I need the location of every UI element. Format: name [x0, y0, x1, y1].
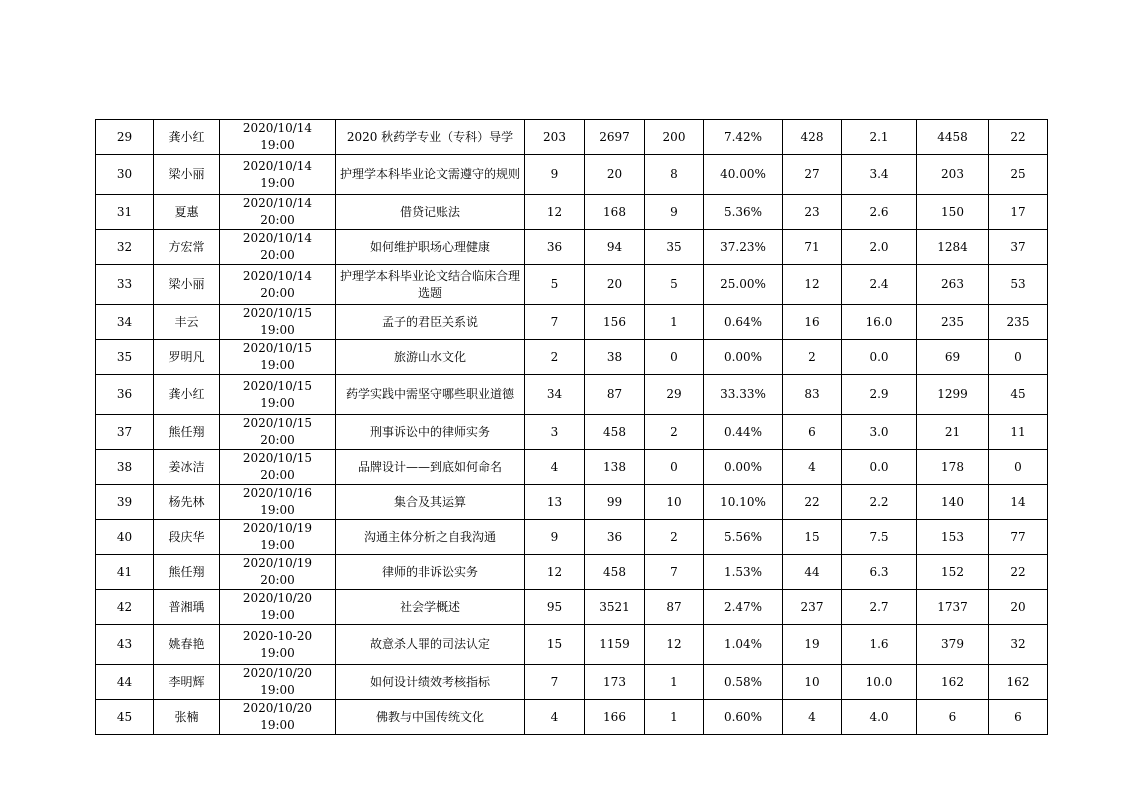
session-time-cell: 2020/10/19 19:00: [220, 520, 336, 555]
row-number-cell: 36: [96, 375, 154, 415]
value-b-cell: 36: [585, 520, 645, 555]
value-c-cell: 1: [645, 700, 704, 735]
topic-title-cell: 旅游山水文化: [336, 340, 525, 375]
value-f-cell: 17: [989, 195, 1048, 230]
session-time-cell: 2020/10/14 20:00: [220, 265, 336, 305]
teacher-name-cell: 龚小红: [154, 375, 220, 415]
value-d-cell: 15: [783, 520, 842, 555]
rate-percent-cell: 0.00%: [704, 450, 783, 485]
teacher-name-cell: 普湘瑀: [154, 590, 220, 625]
topic-title-cell: 沟通主体分析之自我沟通: [336, 520, 525, 555]
rate-percent-cell: 1.53%: [704, 555, 783, 590]
value-d-cell: 19: [783, 625, 842, 665]
table-row: [96, 700, 1048, 735]
topic-title-cell: 佛教与中国传统文化: [336, 700, 525, 735]
value-f-cell: 0: [989, 340, 1048, 375]
value-b-cell: 87: [585, 375, 645, 415]
value-e-cell: 263: [917, 265, 989, 305]
rate-percent-cell: 2.47%: [704, 590, 783, 625]
average-value-cell: 2.4: [842, 265, 917, 305]
average-value-cell: 10.0: [842, 665, 917, 700]
value-b-cell: 2697: [585, 120, 645, 155]
value-f-cell: 37: [989, 230, 1048, 265]
value-d-cell: 16: [783, 305, 842, 340]
table-row: [96, 155, 1048, 195]
value-a-cell: 9: [525, 155, 585, 195]
value-b-cell: 458: [585, 415, 645, 450]
session-time-cell: 2020/10/19 20:00: [220, 555, 336, 590]
rate-percent-cell: 0.64%: [704, 305, 783, 340]
teacher-name-cell: 姜冰洁: [154, 450, 220, 485]
average-value-cell: 6.3: [842, 555, 917, 590]
average-value-cell: 2.9: [842, 375, 917, 415]
average-value-cell: 3.0: [842, 415, 917, 450]
value-b-cell: 94: [585, 230, 645, 265]
value-a-cell: 4: [525, 700, 585, 735]
row-number-cell: 29: [96, 120, 154, 155]
value-f-cell: 53: [989, 265, 1048, 305]
table-row: [96, 450, 1048, 485]
value-d-cell: 10: [783, 665, 842, 700]
teacher-name-cell: 夏惠: [154, 195, 220, 230]
value-c-cell: 10: [645, 485, 704, 520]
table-row: [96, 485, 1048, 520]
value-e-cell: 1737: [917, 590, 989, 625]
teacher-name-cell: 罗明凡: [154, 340, 220, 375]
average-value-cell: 2.2: [842, 485, 917, 520]
average-value-cell: 1.6: [842, 625, 917, 665]
value-d-cell: 6: [783, 415, 842, 450]
row-number-cell: 37: [96, 415, 154, 450]
value-a-cell: 5: [525, 265, 585, 305]
topic-title-cell: 律师的非诉讼实务: [336, 555, 525, 590]
table-row: [96, 340, 1048, 375]
rate-percent-cell: 0.58%: [704, 665, 783, 700]
value-a-cell: 2: [525, 340, 585, 375]
value-c-cell: 0: [645, 340, 704, 375]
records-table: [95, 119, 1048, 735]
teacher-name-cell: 李明辉: [154, 665, 220, 700]
value-c-cell: 8: [645, 155, 704, 195]
value-c-cell: 0: [645, 450, 704, 485]
value-f-cell: 235: [989, 305, 1048, 340]
rate-percent-cell: 10.10%: [704, 485, 783, 520]
value-e-cell: 21: [917, 415, 989, 450]
table-row: [96, 195, 1048, 230]
average-value-cell: 7.5: [842, 520, 917, 555]
session-time-cell: 2020/10/15 19:00: [220, 340, 336, 375]
value-c-cell: 2: [645, 520, 704, 555]
value-d-cell: 23: [783, 195, 842, 230]
value-b-cell: 168: [585, 195, 645, 230]
topic-title-cell: 刑事诉讼中的律师实务: [336, 415, 525, 450]
session-time-cell: 2020/10/14 20:00: [220, 230, 336, 265]
value-d-cell: 12: [783, 265, 842, 305]
value-a-cell: 7: [525, 305, 585, 340]
value-c-cell: 2: [645, 415, 704, 450]
value-a-cell: 15: [525, 625, 585, 665]
average-value-cell: 0.0: [842, 450, 917, 485]
topic-title-cell: 集合及其运算: [336, 485, 525, 520]
value-b-cell: 38: [585, 340, 645, 375]
session-time-cell: 2020/10/16 19:00: [220, 485, 336, 520]
topic-title-cell: 护理学本科毕业论文需遵守的规则: [336, 155, 525, 195]
value-b-cell: 173: [585, 665, 645, 700]
value-d-cell: 4: [783, 450, 842, 485]
value-d-cell: 71: [783, 230, 842, 265]
row-number-cell: 34: [96, 305, 154, 340]
average-value-cell: 3.4: [842, 155, 917, 195]
teacher-name-cell: 杨先林: [154, 485, 220, 520]
rate-percent-cell: 0.44%: [704, 415, 783, 450]
topic-title-cell: 孟子的君臣关系说: [336, 305, 525, 340]
table-row: [96, 265, 1048, 305]
value-a-cell: 9: [525, 520, 585, 555]
topic-title-cell: 如何设计绩效考核指标: [336, 665, 525, 700]
rate-percent-cell: 0.00%: [704, 340, 783, 375]
session-time-cell: 2020/10/14 19:00: [220, 155, 336, 195]
rate-percent-cell: 33.33%: [704, 375, 783, 415]
rate-percent-cell: 5.36%: [704, 195, 783, 230]
value-a-cell: 203: [525, 120, 585, 155]
row-number-cell: 39: [96, 485, 154, 520]
teacher-name-cell: 梁小丽: [154, 265, 220, 305]
value-b-cell: 156: [585, 305, 645, 340]
value-b-cell: 3521: [585, 590, 645, 625]
value-f-cell: 32: [989, 625, 1048, 665]
value-f-cell: 20: [989, 590, 1048, 625]
session-time-cell: 2020/10/14 20:00: [220, 195, 336, 230]
teacher-name-cell: 方宏常: [154, 230, 220, 265]
average-value-cell: 2.7: [842, 590, 917, 625]
value-e-cell: 203: [917, 155, 989, 195]
value-c-cell: 9: [645, 195, 704, 230]
value-d-cell: 4: [783, 700, 842, 735]
session-time-cell: 2020/10/20 19:00: [220, 665, 336, 700]
row-number-cell: 38: [96, 450, 154, 485]
table-row: [96, 375, 1048, 415]
value-e-cell: 235: [917, 305, 989, 340]
teacher-name-cell: 张楠: [154, 700, 220, 735]
table-row: [96, 590, 1048, 625]
table-row: [96, 305, 1048, 340]
row-number-cell: 41: [96, 555, 154, 590]
row-number-cell: 42: [96, 590, 154, 625]
value-c-cell: 1: [645, 665, 704, 700]
value-a-cell: 34: [525, 375, 585, 415]
session-time-cell: 2020/10/20 19:00: [220, 590, 336, 625]
value-c-cell: 35: [645, 230, 704, 265]
topic-title-cell: 护理学本科毕业论文结合临床合理选题: [336, 265, 525, 305]
topic-title-cell: 故意杀人罪的司法认定: [336, 625, 525, 665]
value-b-cell: 458: [585, 555, 645, 590]
value-a-cell: 12: [525, 195, 585, 230]
value-e-cell: 69: [917, 340, 989, 375]
value-c-cell: 7: [645, 555, 704, 590]
value-a-cell: 4: [525, 450, 585, 485]
value-c-cell: 200: [645, 120, 704, 155]
value-e-cell: 1284: [917, 230, 989, 265]
topic-title-cell: 2020 秋药学专业（专科）导学: [336, 120, 525, 155]
value-e-cell: 162: [917, 665, 989, 700]
rate-percent-cell: 7.42%: [704, 120, 783, 155]
session-time-cell: 2020/10/20 19:00: [220, 700, 336, 735]
value-b-cell: 138: [585, 450, 645, 485]
average-value-cell: 4.0: [842, 700, 917, 735]
table-row: [96, 120, 1048, 155]
rate-percent-cell: 5.56%: [704, 520, 783, 555]
value-e-cell: 4458: [917, 120, 989, 155]
session-time-cell: 2020/10/15 19:00: [220, 305, 336, 340]
table-row: [96, 555, 1048, 590]
value-d-cell: 237: [783, 590, 842, 625]
value-f-cell: 0: [989, 450, 1048, 485]
value-b-cell: 20: [585, 265, 645, 305]
row-number-cell: 45: [96, 700, 154, 735]
rate-percent-cell: 37.23%: [704, 230, 783, 265]
row-number-cell: 33: [96, 265, 154, 305]
session-time-cell: 2020/10/14 19:00: [220, 120, 336, 155]
teacher-name-cell: 熊任翔: [154, 415, 220, 450]
table-row: [96, 665, 1048, 700]
value-e-cell: 178: [917, 450, 989, 485]
table-row: [96, 625, 1048, 665]
topic-title-cell: 社会学概述: [336, 590, 525, 625]
row-number-cell: 31: [96, 195, 154, 230]
topic-title-cell: 如何维护职场心理健康: [336, 230, 525, 265]
row-number-cell: 44: [96, 665, 154, 700]
value-c-cell: 12: [645, 625, 704, 665]
row-number-cell: 43: [96, 625, 154, 665]
average-value-cell: 0.0: [842, 340, 917, 375]
row-number-cell: 32: [96, 230, 154, 265]
value-b-cell: 166: [585, 700, 645, 735]
value-f-cell: 162: [989, 665, 1048, 700]
row-number-cell: 30: [96, 155, 154, 195]
value-d-cell: 27: [783, 155, 842, 195]
value-e-cell: 1299: [917, 375, 989, 415]
value-e-cell: 150: [917, 195, 989, 230]
value-f-cell: 22: [989, 120, 1048, 155]
value-e-cell: 140: [917, 485, 989, 520]
value-c-cell: 5: [645, 265, 704, 305]
value-c-cell: 29: [645, 375, 704, 415]
value-b-cell: 99: [585, 485, 645, 520]
teacher-name-cell: 熊任翔: [154, 555, 220, 590]
value-d-cell: 44: [783, 555, 842, 590]
value-f-cell: 11: [989, 415, 1048, 450]
value-f-cell: 77: [989, 520, 1048, 555]
session-time-cell: 2020/10/15 20:00: [220, 415, 336, 450]
rate-percent-cell: 1.04%: [704, 625, 783, 665]
topic-title-cell: 借贷记账法: [336, 195, 525, 230]
row-number-cell: 35: [96, 340, 154, 375]
value-f-cell: 14: [989, 485, 1048, 520]
session-time-cell: 2020/10/15 20:00: [220, 450, 336, 485]
topic-title-cell: 药学实践中需坚守哪些职业道德: [336, 375, 525, 415]
average-value-cell: 2.1: [842, 120, 917, 155]
average-value-cell: 2.6: [842, 195, 917, 230]
value-e-cell: 152: [917, 555, 989, 590]
records-table-body: [96, 120, 1048, 735]
value-a-cell: 7: [525, 665, 585, 700]
value-a-cell: 3: [525, 415, 585, 450]
value-d-cell: 22: [783, 485, 842, 520]
value-c-cell: 87: [645, 590, 704, 625]
rate-percent-cell: 40.00%: [704, 155, 783, 195]
value-e-cell: 153: [917, 520, 989, 555]
value-c-cell: 1: [645, 305, 704, 340]
row-number-cell: 40: [96, 520, 154, 555]
value-f-cell: 25: [989, 155, 1048, 195]
session-time-cell: 2020-10-20 19:00: [220, 625, 336, 665]
value-f-cell: 6: [989, 700, 1048, 735]
value-a-cell: 95: [525, 590, 585, 625]
value-a-cell: 12: [525, 555, 585, 590]
table-row: [96, 415, 1048, 450]
value-b-cell: 1159: [585, 625, 645, 665]
rate-percent-cell: 0.60%: [704, 700, 783, 735]
table-row: [96, 230, 1048, 265]
value-f-cell: 22: [989, 555, 1048, 590]
value-e-cell: 6: [917, 700, 989, 735]
table-row: [96, 520, 1048, 555]
teacher-name-cell: 龚小红: [154, 120, 220, 155]
teacher-name-cell: 姚春艳: [154, 625, 220, 665]
teacher-name-cell: 梁小丽: [154, 155, 220, 195]
average-value-cell: 16.0: [842, 305, 917, 340]
teacher-name-cell: 段庆华: [154, 520, 220, 555]
value-d-cell: 83: [783, 375, 842, 415]
value-d-cell: 428: [783, 120, 842, 155]
value-f-cell: 45: [989, 375, 1048, 415]
teacher-name-cell: 丰云: [154, 305, 220, 340]
value-d-cell: 2: [783, 340, 842, 375]
rate-percent-cell: 25.00%: [704, 265, 783, 305]
value-a-cell: 13: [525, 485, 585, 520]
average-value-cell: 2.0: [842, 230, 917, 265]
topic-title-cell: 品牌设计——到底如何命名: [336, 450, 525, 485]
value-e-cell: 379: [917, 625, 989, 665]
session-time-cell: 2020/10/15 19:00: [220, 375, 336, 415]
value-b-cell: 20: [585, 155, 645, 195]
value-a-cell: 36: [525, 230, 585, 265]
